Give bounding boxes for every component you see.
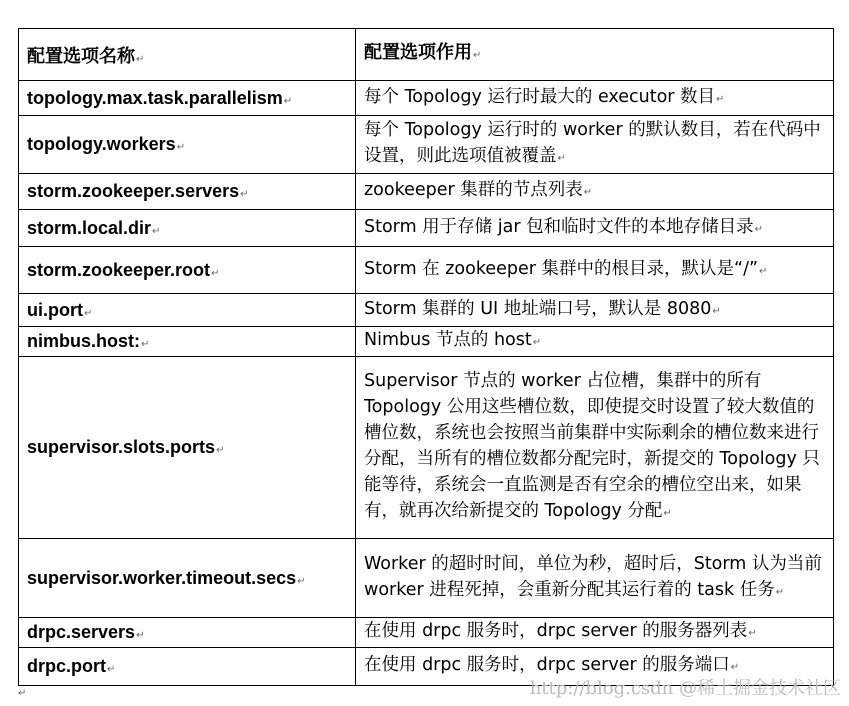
option-description: zookeeper 集群的节点列表 [364,180,583,200]
table-row [19,210,834,247]
option-description: Storm 集群的 UI 地址端口号，默认是 8080 [364,298,712,319]
paragraph-mark-icon: ↵ [211,267,220,279]
option-description: 在使用 drpc 服务时，drpc server 的服务器列表 [364,621,748,641]
header-name: 配置选项名称 [27,45,135,66]
header-purpose: 配置选项作用 [364,42,472,63]
paragraph-mark-icon: ↵ [84,307,93,319]
option-description: Worker 的超时时间，单位为秒，超时后，Storm 认为当前 worker 进程死掉，会重新分配其运行着的 task 任务 [364,553,822,600]
option-name: storm.local.dir [27,217,152,238]
option-description: Supervisor 节点的 worker 占位槽，集群中的所有 Topology 公用这些槽位数，即使提交时设置了较大数值的槽位数，系统也会按照当前集群中实际剩余的槽位数来进行分配，当所有的槽位数都分配完时，新提交的 Topology 只能等待，系统会一直监测是否有空余的槽位空出来，如果有，就再次给新提交的 Topology 分配 [364,371,820,521]
table-row [19,247,834,294]
table-row [19,357,834,539]
table-row [19,116,834,174]
table-header-row [19,29,834,81]
paragraph-mark-icon: ↵ [141,339,150,350]
option-name: supervisor.worker.timeout.secs [27,567,297,588]
option-description: 每个 Topology 运行时的 worker 的默认数目，若在代码中设置，则此选项值被覆盖 [364,120,821,166]
paragraph-mark-icon: ↵ [107,664,116,675]
option-name: supervisor.slots.ports [27,437,216,457]
paragraph-mark-icon: ↵ [748,628,757,639]
option-name: drpc.port [27,656,106,676]
config-table [18,28,834,686]
table-row [19,327,834,357]
paragraph-mark-icon: ↵ [297,575,306,587]
table-row [19,174,834,210]
option-name: drpc.servers [27,622,136,642]
paragraph-mark-icon: ↵ [754,223,763,235]
header-name-cell [19,29,356,81]
paragraph-mark-icon: ↵ [18,688,27,699]
paragraph-mark-icon: ↵ [152,225,161,237]
option-description: Nimbus 节点的 host [364,330,532,350]
paragraph-mark-icon: ↵ [136,53,145,65]
watermark: http://blog.csdn @稀土掘金技术社区 [529,678,841,699]
paragraph-mark-icon: ↵ [176,142,186,153]
option-name: storm.zookeeper.root [27,259,211,280]
table-row [19,618,834,648]
option-description: Storm 在 zookeeper 集群中的根目录，默认是“/” [364,258,759,279]
paragraph-mark-icon: ↵ [712,305,721,317]
option-description: 每个 Topology 运行时最大的 executor 数目 [364,86,716,107]
table-row [19,81,834,116]
paragraph-mark-icon: ↵ [583,187,593,198]
table-row [19,294,834,327]
header-purpose-cell [356,29,834,81]
paragraph-mark-icon: ↵ [283,95,293,107]
paragraph-mark-icon: ↵ [136,630,145,641]
option-name: topology.max.task.parallelism [27,87,283,108]
paragraph-mark-icon: ↵ [240,189,249,200]
paragraph-mark-icon: ↵ [557,153,566,164]
option-name: topology.workers [27,134,176,154]
option-name: ui.port [27,299,83,320]
paragraph-mark-icon: ↵ [216,445,225,456]
option-name: storm.zookeeper.servers [27,181,240,201]
option-description: Storm 用于存储 jar 包和临时文件的本地存储目录 [364,216,754,237]
paragraph-mark-icon: ↵ [473,50,482,61]
paragraph-mark-icon: ↵ [663,508,672,519]
paragraph-mark-icon: ↵ [730,662,740,673]
option-description: 在使用 drpc 服务时，drpc server 的服务端口 [364,655,730,675]
paragraph-mark-icon: ↵ [775,586,785,598]
paragraph-mark-icon: ↵ [532,337,542,348]
paragraph-mark-icon: ↵ [716,93,725,105]
option-name: nimbus.host: [27,331,140,351]
paragraph-mark-icon: ↵ [759,265,768,277]
table-row [19,539,834,618]
